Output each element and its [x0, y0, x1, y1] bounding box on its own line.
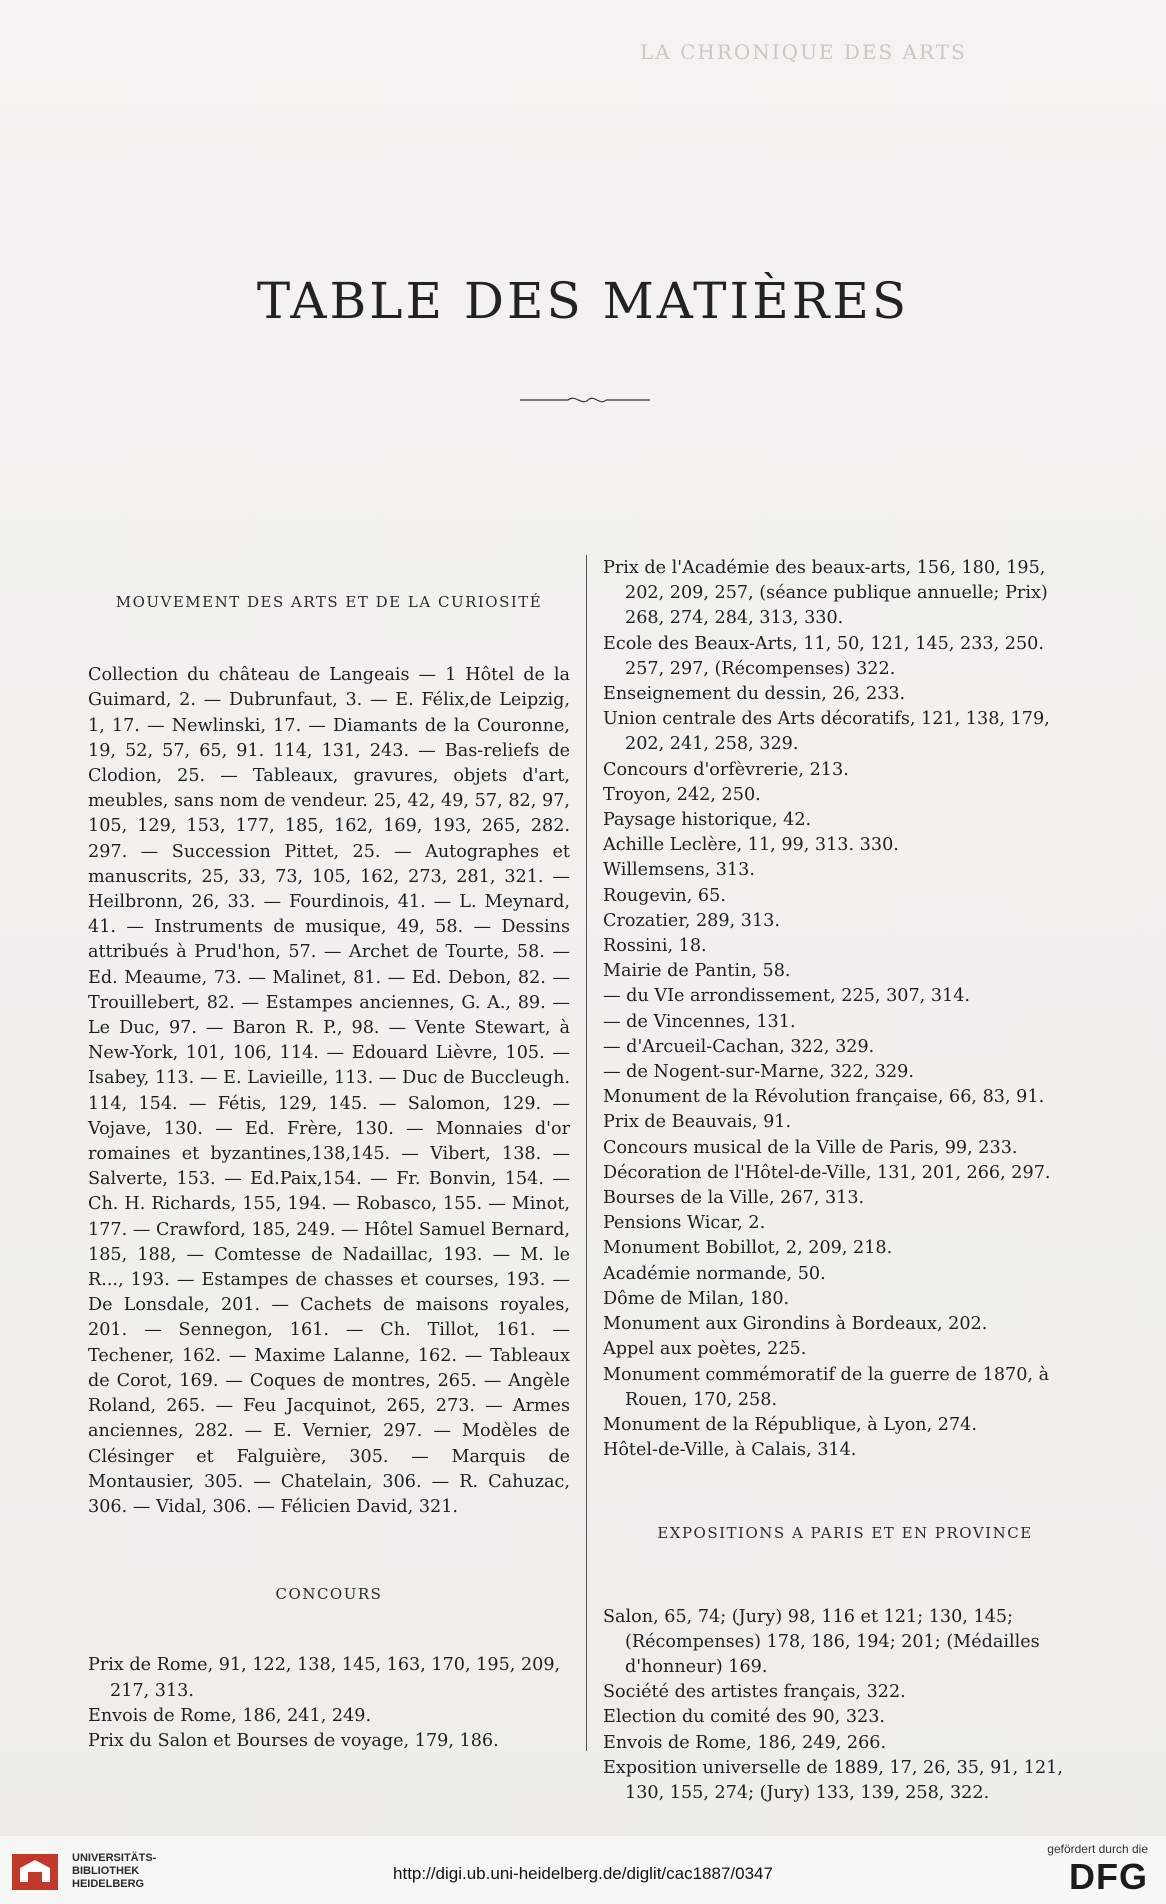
- index-entry: Monument aux Girondins à Bordeaux, 202.: [603, 1314, 988, 1335]
- index-entry: Prix de Beauvais, 91.: [603, 1112, 792, 1133]
- logo-line: UNIVERSITÄTS-: [72, 1852, 157, 1864]
- column-divider: [586, 555, 587, 1751]
- index-entry: Willemsens, 313.: [603, 860, 755, 881]
- exposition-entry: Salon, 65, 74; (Jury) 98, 116 et 121; 130, 145; (Récompenses) 178, 186, 194; 201; (Médailles d'honneur) 169.: [603, 1606, 1040, 1677]
- source-url-link[interactable]: http://digi.ub.uni-heidelberg.de/diglit/cac1887/0347: [393, 1864, 773, 1883]
- index-entry: Enseignement du dessin, 26, 233.: [603, 684, 906, 705]
- left-column: [88, 590, 570, 1754]
- index-entry: Décoration de l'Hôtel-de-Ville, 131, 201, 266, 297.: [603, 1162, 1051, 1183]
- index-entry: Dôme de Milan, 180.: [603, 1288, 790, 1309]
- index-entry: Concours d'orfèvrerie, 213.: [603, 759, 849, 780]
- index-entry: Union centrale des Arts décoratifs, 121, 138, 179, 202, 241, 258, 329.: [603, 709, 1050, 755]
- exposition-entry: Envois de Rome, 186, 249, 266.: [603, 1732, 887, 1753]
- index-entry: Monument commémoratif de la guerre de 1870, à Rouen, 170, 258.: [603, 1364, 1050, 1410]
- concours-entry: Envois de Rome, 186, 241, 249.: [88, 1705, 372, 1726]
- exposition-entry: Election du comité des 90, 323.: [603, 1707, 886, 1728]
- index-entry: Paysage historique, 42.: [603, 810, 812, 831]
- index-entry: Concours musical de la Ville de Paris, 99, 233.: [603, 1137, 1018, 1158]
- index-subentry: — de Nogent-sur-Marne, 322, 329.: [603, 1062, 914, 1083]
- section-heading-expositions: EXPOSITIONS A PARIS ET EN PROVINCE: [657, 1524, 1033, 1543]
- section-heading-concours: CONCOURS: [275, 1585, 383, 1604]
- footer-bar: [0, 1836, 1166, 1904]
- concours-entry: Prix de Rome, 91, 122, 138, 145, 163, 170, 195, 209, 217, 313.: [88, 1655, 561, 1701]
- index-entry: Appel aux poètes, 225.: [603, 1339, 807, 1360]
- index-subentry: — d'Arcueil-Cachan, 322, 329.: [603, 1036, 875, 1057]
- title-ornament: [520, 394, 650, 406]
- right-column: [603, 556, 1087, 1806]
- logo-line: BIBLIOTHEK: [72, 1865, 140, 1877]
- index-entry: Troyon, 242, 250.: [603, 784, 761, 805]
- section-heading-mouvement: MOUVEMENT DES ARTS ET DE LA CURIOSITÉ: [115, 593, 543, 611]
- index-entry: Rougevin, 65.: [603, 885, 726, 906]
- logo-line: HEIDELBERG: [72, 1878, 145, 1890]
- index-entry: Monument de la République, à Lyon, 274.: [603, 1414, 977, 1435]
- index-entry: Pensions Wicar, 2.: [603, 1213, 766, 1234]
- index-entry: Crozatier, 289, 313.: [603, 910, 780, 931]
- index-entry: Hôtel-de-Ville, à Calais, 314.: [603, 1440, 857, 1461]
- index-entry: Monument Bobillot, 2, 209, 218.: [603, 1238, 893, 1259]
- index-entry: Monument de la Révolution française, 66, 83, 91.: [603, 1087, 1045, 1108]
- exposition-entry: Exposition universelle de 1889, 17, 26, 35, 91, 121, 130, 155, 274; (Jury) 133, 139, 258, 322.: [603, 1757, 1063, 1803]
- index-entry: Académie normande, 50.: [603, 1263, 826, 1284]
- sponsor-note: gefördert durch die: [1047, 1842, 1148, 1856]
- index-entry: Bourses de la Ville, 267, 313.: [603, 1188, 865, 1209]
- mouvement-paragraph: Collection du château de Langeais — 1 Hôtel de la Guimard, 2. — Dubrunfaut, 3. — E. Félix,de Leipzig, 1, 17. — Newlinski, 17. — Diamants de la Couronne, 19, 52, 57, 65, 91. 114, 131, 243. — Bas-reliefs de Clodion, 25. — Tableaux, gravures, objets d'art, meubles, sans nom de vendeur. 25, 42, 49, 57, 82, 97, 105, 129, 153, 177, 185, 162, 169, 193, 265, 282. 297. — Succession Pittet, 25. — Autographes et manuscrits, 25, 33, 73, 105, 162, 273, 281, 321. — Heilbronn, 26, 33. — Fourdinois, 41. — L. Meynard, 41. — Instruments de musique, 49, 58. — Dessins attribués à Prud'hon, 57. — Archet de Tourte, 58. — Ed. Meaume, 73. — Malinet, 81. — Ed. Debon, 82. — Trouillebert, 82. — Estampes anciennes, G. A., 89. — Le Duc, 97. — Baron R. P., 98. — Vente Stewart, à New-York, 101, 106, 114. — Edouard Lièvre, 105. — Isabey, 113. — E. Lavieille, 113. — Duc de Buccleugh. 114, 154. — Fétis, 129, 145. — Salomon, 129. — Vojave, 130. — Ed. Frère, 130. — Monnaies d'or romaines et byzantines,138,145. — Vibert, 138. — Salverte, 153. — Ed.Paix,154. — Fr. Bonvin, 154. — Ch. H. Richards, 155, 194. — Robasco, 155. — Minot, 177. — Crawford, 185, 249. — Hôtel Samuel Bernard, 185, 188, — Comtesse de Nadaillac, 193. — M. le R..., 193. — Estampes de chasses et courses, 193. — De Lonsdale, 201. — Cachets de maisons royales, 201. — Sennegon, 161. — Ch. Tillot, 161. — Techener, 162. — Maxime Lalanne, 162. — Tableaux de Corot, 169. — Coques de montres, 265. — Angèle Roland, 265. — Feu Jacquinot, 265, 273. — Armes anciennes, 282. — E. Vernier, 297. — Modèles de Clésinger et Falguière, 305. — Marquis de Montausier, 305. — Chatelain, 306. — R. Cahuzac, 306. — Vidal, 306. — Félicien David, 321.: [88, 665, 570, 1517]
- page-title: TABLE DES MATIÈRES: [256, 271, 910, 330]
- concours-entry: Prix du Salon et Bourses de voyage, 179, 186.: [88, 1730, 499, 1751]
- exposition-entry: Société des artistes français, 322.: [603, 1682, 906, 1703]
- dfg-logo: DFG: [1069, 1856, 1148, 1897]
- index-entry: Rossini, 18.: [603, 936, 707, 957]
- index-subentry: — du VIe arrondissement, 225, 307, 314.: [603, 986, 971, 1007]
- index-entry: Ecole des Beaux-Arts, 11, 50, 121, 145, 233, 250. 257, 297, (Récompenses) 322.: [603, 633, 1044, 679]
- index-entry: Achille Leclère, 11, 99, 313. 330.: [603, 835, 899, 856]
- bleed-through-text: LA CHRONIQUE DES ARTS: [640, 40, 967, 64]
- index-entry: Mairie de Pantin, 58.: [603, 961, 791, 982]
- index-entry: Prix de l'Académie des beaux-arts, 156, 180, 195, 202, 209, 257, (séance publique annuelle; Prix) 268, 274, 284, 313, 330.: [603, 558, 1048, 629]
- index-subentry: — de Vincennes, 131.: [603, 1011, 796, 1032]
